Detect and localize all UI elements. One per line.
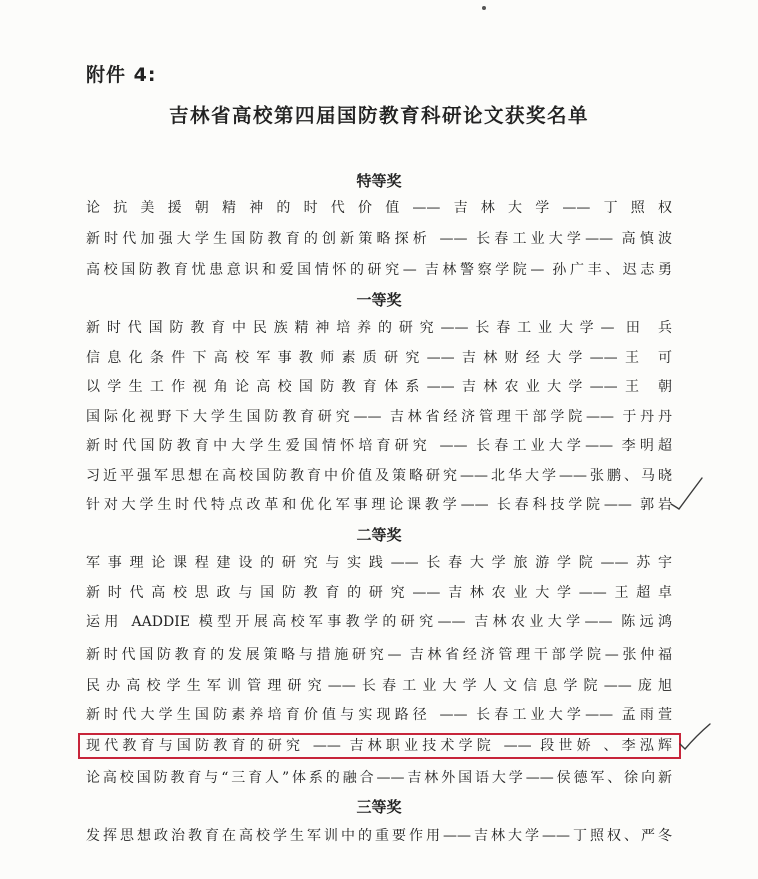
first-prize-entry: 新时代国防教育中民族精神培养的研究——长春工业大学— 田 兵	[86, 320, 672, 336]
second-prize-entry: 新时代高校思政与国防教育的研究——吉林农业大学——王超卓	[86, 585, 672, 601]
first-prize-entry: 信息化条件下高校军事教师素质研究——吉林财经大学——王 可	[86, 350, 672, 366]
first-prize-entry: 习近平强军思想在高校国防教育中价值及策略研究——北华大学——张鹏、马晓	[86, 468, 672, 484]
scan-speck	[482, 6, 486, 10]
second-prize-heading: 二等奖	[356, 526, 402, 544]
checkmark-icon	[678, 722, 714, 752]
first-prize-entry: 新时代国防教育中大学生爱国情怀培育研究 —— 长春工业大学—— 李明超	[86, 438, 672, 454]
special-prize-heading: 特等奖	[356, 172, 402, 190]
red-highlight-box	[78, 733, 681, 759]
first-prize-entry: 国际化视野下大学生国防教育研究—— 吉林省经济管理干部学院—— 于丹丹	[86, 409, 672, 425]
first-prize-entry: 以学生工作视角论高校国防教育体系——吉林农业大学——王 朝	[86, 379, 672, 395]
first-prize-entry: 针对大学生时代特点改革和优化军事理论课教学—— 长春科技学院—— 郭岩	[86, 497, 672, 513]
third-prize-entry: 发挥思想政治教育在高校学生军训中的重要作用——吉林大学——丁照权、严冬	[86, 828, 672, 844]
checkmark-icon	[668, 474, 708, 514]
special-prize-entry: 论抗美援朝精神的时代价值——吉林大学——丁照权	[86, 200, 672, 216]
special-prize-entry: 高校国防教育忧患意识和爱国情怀的研究— 吉林警察学院— 孙广丰、迟志勇	[86, 262, 672, 278]
attachment-label: 附件 4:	[86, 64, 157, 86]
second-prize-entry: 民办高校学生军训管理研究——长春工业大学人文信息学院——庞旭	[86, 678, 672, 694]
second-prize-entry-highlighted: 现代教育与国防教育的研究 —— 吉林职业技术学院 —— 段世娇 、李泓辉	[86, 738, 672, 754]
first-prize-heading: 一等奖	[356, 291, 402, 309]
second-prize-entry: 新时代大学生国防素养培育价值与实现路径 —— 长春工业大学—— 孟雨萱	[86, 707, 672, 723]
third-prize-heading: 三等奖	[356, 798, 402, 816]
document-title: 吉林省高校第四届国防教育科研论文获奖名单	[168, 104, 589, 127]
second-prize-entry: 新时代国防教育的发展策略与措施研究— 吉林省经济管理干部学院—张仲福	[86, 647, 672, 663]
second-prize-entry: 军事理论课程建设的研究与实践——长春大学旅游学院——苏宇	[86, 555, 672, 571]
special-prize-entry: 新时代加强大学生国防教育的创新策略探析 —— 长春工业大学—— 高慎波	[86, 231, 672, 247]
second-prize-entry: 论高校国防教育与“三育人”体系的融合——吉林外国语大学——侯德军、徐向新	[86, 770, 672, 786]
second-prize-entry: 运用 AADDIE 模型开展高校军事教学的研究—— 吉林农业大学—— 陈远鸿	[86, 614, 672, 630]
